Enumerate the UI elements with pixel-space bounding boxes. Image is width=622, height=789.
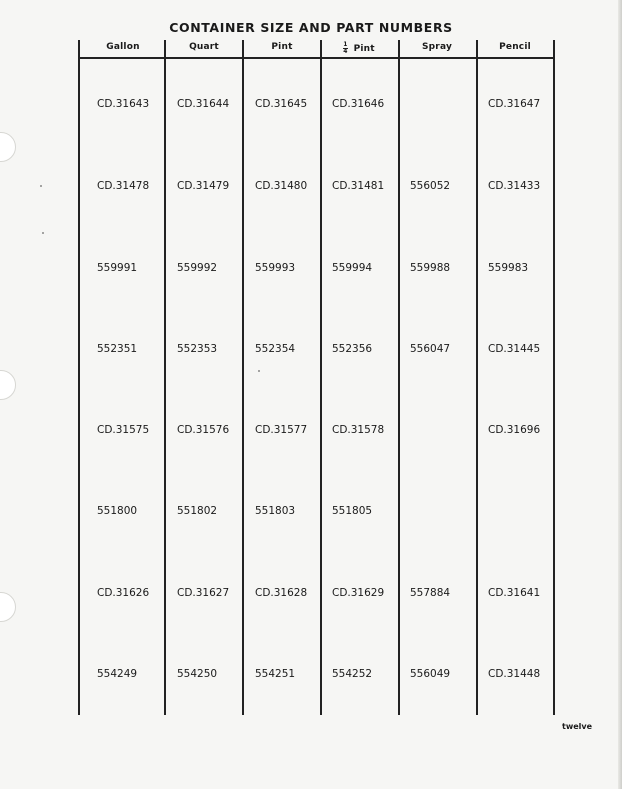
column-divider	[476, 40, 478, 715]
part-number-cell: CD.31481	[332, 180, 385, 192]
column-divider	[242, 40, 244, 715]
part-number-cell: 559994	[332, 262, 373, 274]
part-number-cell: 556049	[410, 668, 451, 680]
header-rule	[79, 57, 554, 59]
part-number-cell: CD.31628	[255, 587, 308, 599]
part-number-cell: CD.31478	[97, 180, 150, 192]
part-number-cell: CD.31480	[255, 180, 308, 192]
part-number-cell: CD.31647	[488, 98, 541, 110]
part-number-cell: 551803	[255, 505, 296, 517]
part-number-cell: 554249	[97, 668, 138, 680]
part-number-cell: CD.31626	[97, 587, 150, 599]
part-number-cell: 559991	[97, 262, 138, 274]
page-number: twelve	[562, 722, 593, 731]
column-divider	[398, 40, 400, 715]
part-number-cell: 554252	[332, 668, 373, 680]
part-number-cell: CD.31577	[255, 424, 308, 436]
part-number-cell: CD.31645	[255, 98, 308, 110]
header-quarter-pint: $\frac{1}{4}$ Pint	[343, 41, 375, 55]
part-number-cell: CD.31644	[177, 98, 230, 110]
column-divider	[320, 40, 322, 715]
column-divider	[78, 40, 80, 715]
paper-speck	[40, 185, 42, 187]
column-divider	[164, 40, 166, 715]
part-number-cell: 557884	[410, 587, 451, 599]
part-number-cell: CD.31643	[97, 98, 150, 110]
page-title: CONTAINER SIZE AND PART NUMBERS	[169, 20, 453, 35]
paper-speck	[42, 232, 44, 234]
part-number-cell: 556052	[410, 180, 451, 192]
part-number-cell: 554251	[255, 668, 296, 680]
part-number-cell: 556047	[410, 343, 451, 355]
part-number-cell: 552356	[332, 343, 373, 355]
part-number-cell: 552351	[97, 343, 138, 355]
binder-hole	[0, 592, 16, 622]
part-number-cell: CD.31646	[332, 98, 385, 110]
binder-hole	[0, 132, 16, 162]
binder-hole	[0, 370, 16, 400]
part-number-cell: CD.31433	[488, 180, 541, 192]
page-edge	[618, 0, 622, 789]
part-number-cell: 551805	[332, 505, 373, 517]
part-number-cell: CD.31479	[177, 180, 230, 192]
part-number-cell: CD.31575	[97, 424, 150, 436]
part-number-cell: CD.31627	[177, 587, 230, 599]
header-pint: Pint	[271, 42, 293, 52]
part-number-cell: 552353	[177, 343, 218, 355]
part-number-cell: 551802	[177, 505, 218, 517]
part-number-cell: 552354	[255, 343, 296, 355]
quarter-fraction: $\frac{1}{4}$	[343, 41, 348, 55]
part-number-cell: CD.31641	[488, 587, 541, 599]
part-number-cell: 554250	[177, 668, 218, 680]
header-spray: Spray	[421, 42, 453, 52]
paper-speck	[258, 370, 260, 372]
part-number-cell: CD.31578	[332, 424, 385, 436]
part-number-cell: CD.31445	[488, 343, 541, 355]
part-number-cell: 559992	[177, 262, 218, 274]
part-number-cell: 551800	[97, 505, 138, 517]
column-divider	[553, 40, 555, 715]
header-pencil: Pencil	[499, 42, 531, 52]
header-quart: Quart	[189, 42, 219, 52]
part-number-cell: CD.31448	[488, 668, 541, 680]
part-number-cell: CD.31696	[488, 424, 541, 436]
part-number-cell: 559983	[488, 262, 529, 274]
part-number-cell: 559993	[255, 262, 296, 274]
part-number-cell: CD.31629	[332, 587, 385, 599]
header-gallon: Gallon	[106, 42, 140, 52]
part-number-cell: 559988	[410, 262, 451, 274]
part-number-cell: CD.31576	[177, 424, 230, 436]
